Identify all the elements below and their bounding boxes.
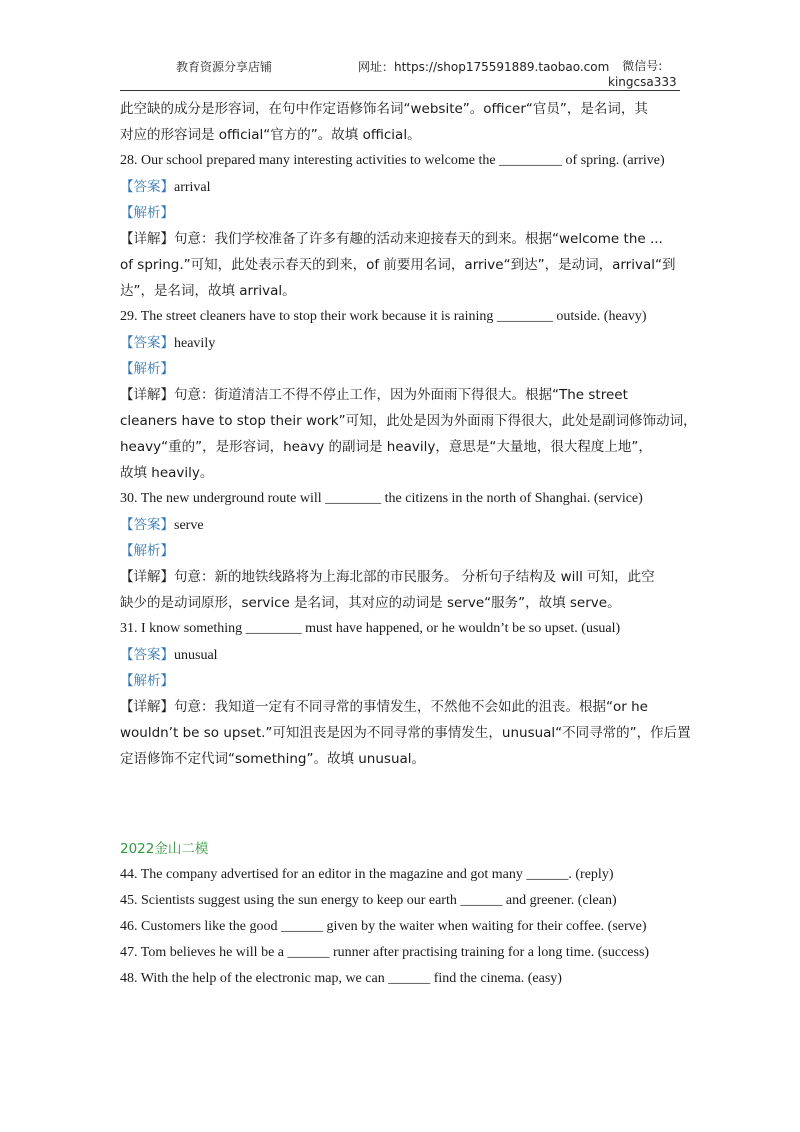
answer-tag: 【答案】 xyxy=(120,179,174,195)
detail-text: 句意：新的地铁线路将为上海北部的市民服务。 分析句子结构及 will 可知，此空 xyxy=(174,569,655,585)
detail-line: 故填 heavily。 xyxy=(120,465,214,481)
header-wechat-label: 微信号: xyxy=(622,59,663,73)
exercise-46: 46. Customers like the good ______ given by the waiter when waiting for their coffee. (serve) xyxy=(120,919,647,934)
detail-line: 定语修饰不定代词“something”。故填 unusual。 xyxy=(120,751,426,767)
answer-row xyxy=(120,330,680,356)
detail-text: 句意：我知道一定有不同寻常的事情发生，不然他不会如此的沮丧。根据“or he xyxy=(174,699,648,715)
section-title: 2022金山二模 xyxy=(120,841,209,857)
exercise-47: 47. Tom believes he will be a ______ runner after practising training for a long time. (success) xyxy=(120,945,650,960)
detail-line xyxy=(120,226,680,252)
question-30: 30. The new underground route will ________ the citizens in the north of Shanghai. (service) xyxy=(120,491,643,506)
header-wechat xyxy=(608,58,677,90)
detail-tag: 【详解】 xyxy=(120,699,174,715)
detail-line: 缺少的是动词原形，service 是名词，其对应的动词是 serve“服务”，故填 serve。 xyxy=(120,595,621,611)
detail-tag: 【详解】 xyxy=(120,231,174,247)
detail-line: wouldn’t be so upset.”可知沮丧是因为不同寻常的事情发生，unusual“不同寻常的”，作后置 xyxy=(120,725,691,741)
detail-line: 达”，是名词，故填 arrival。 xyxy=(120,283,296,299)
detail-tag: 【详解】 xyxy=(120,569,174,585)
header-url: 网址：https://shop175591889.taobao.com xyxy=(358,60,610,74)
analysis-tag: 【解析】 xyxy=(120,543,174,559)
detail-line: of spring.”可知，此处表示春天的到来，of 前要用名词，arrive“到达”，是动词，arrival“到 xyxy=(120,257,676,273)
intro-line: 此空缺的成分是形容词，在句中作定语修饰名词“website”。officer“官员”，是名词，其 xyxy=(120,101,648,117)
answer-text: serve xyxy=(174,518,204,533)
detail-line xyxy=(120,694,680,720)
section-gap xyxy=(120,772,680,836)
answer-tag: 【答案】 xyxy=(120,647,174,663)
detail-text: 句意：街道清洁工不得不停止工作，因为外面雨下得很大。根据“The street xyxy=(174,387,628,403)
header-shop-name: 教育资源分享店铺 xyxy=(176,60,273,74)
header-wechat-id: kingcsa333 xyxy=(608,75,677,89)
exercise-45: 45. Scientists suggest using the sun energy to keep our earth ______ and greener. (clean) xyxy=(120,893,617,908)
intro-line: 对应的形容词是 official“官方的”。故填 official。 xyxy=(120,127,421,143)
detail-line: heavy“重的”，是形容词，heavy 的副词是 heavily，意思是“大量地，很大程度上地”， xyxy=(120,439,652,455)
answer-tag: 【答案】 xyxy=(120,335,174,351)
answer-text: unusual xyxy=(174,648,218,663)
document-body xyxy=(120,96,697,992)
detail-line xyxy=(120,564,680,590)
detail-tag: 【详解】 xyxy=(120,387,174,403)
answer-row xyxy=(120,512,680,538)
answer-row xyxy=(120,174,680,200)
answer-text: arrival xyxy=(174,180,211,195)
analysis-tag: 【解析】 xyxy=(120,673,174,689)
detail-text: 句意：我们学校准备了许多有趣的活动来迎接春天的到来。根据“welcome the ... xyxy=(174,231,663,247)
analysis-tag: 【解析】 xyxy=(120,361,174,377)
question-28: 28. Our school prepared many interesting activities to welcome the _________ of spring. (arrive) xyxy=(120,153,665,168)
answer-row xyxy=(120,642,680,668)
detail-line xyxy=(120,382,680,408)
exercise-48: 48. With the help of the electronic map, we can ______ find the cinema. (easy) xyxy=(120,971,562,986)
detail-line: cleaners have to stop their work”可知，此处是因为外面雨下得很大，此处是副词修饰动词， xyxy=(120,413,697,429)
question-29: 29. The street cleaners have to stop their work because it is raining ________ outside. (heavy) xyxy=(120,309,647,324)
question-31: 31. I know something ________ must have happened, or he wouldn’t be so upset. (usual) xyxy=(120,621,621,636)
page-header xyxy=(120,56,680,91)
answer-tag: 【答案】 xyxy=(120,517,174,533)
answer-text: heavily xyxy=(174,336,216,351)
analysis-tag: 【解析】 xyxy=(120,205,174,221)
exercise-44: 44. The company advertised for an editor in the magazine and got many ______. (reply) xyxy=(120,867,614,882)
